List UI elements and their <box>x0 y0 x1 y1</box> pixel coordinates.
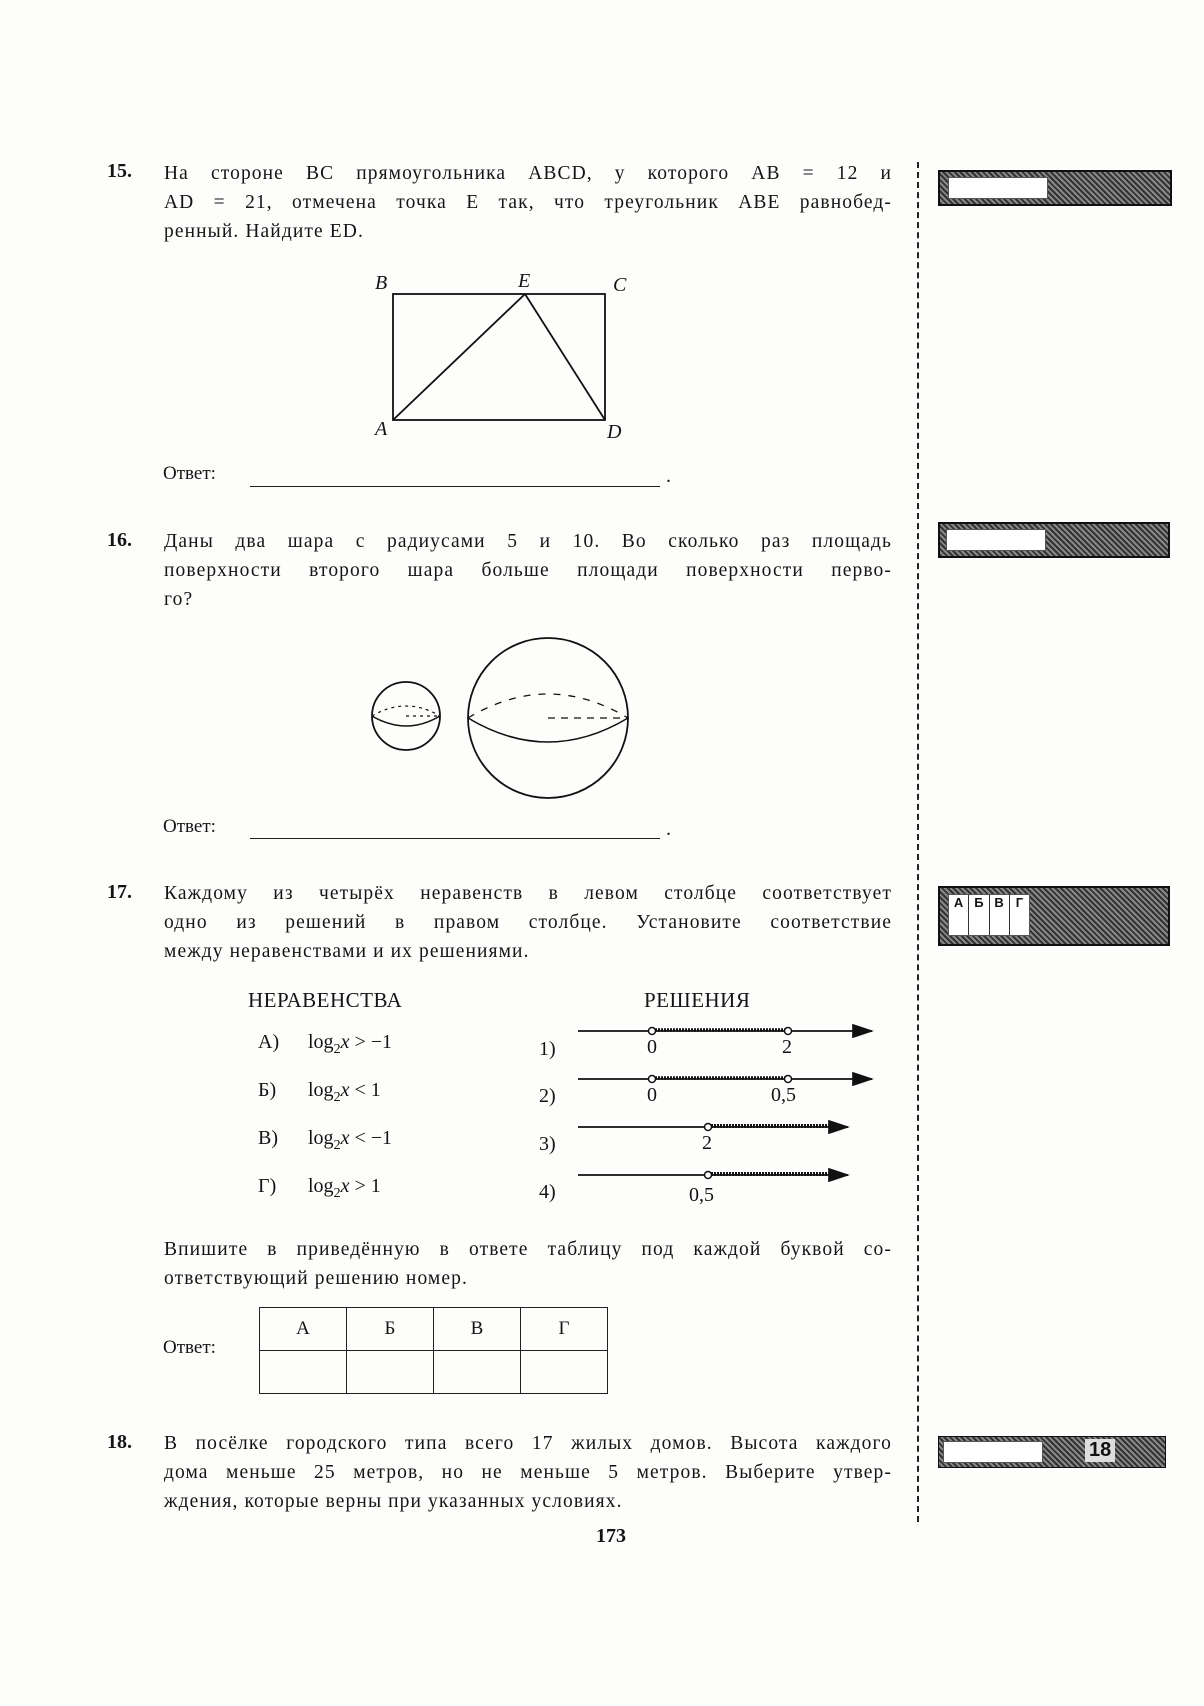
table-header-v: В <box>434 1308 521 1351</box>
q17-line-2: одно из решений в правом столбце. Установите соответствие <box>164 912 892 933</box>
q16-line-3: го? <box>164 589 194 610</box>
question-16-number: 16. <box>107 529 132 551</box>
solution-number-4: 4) <box>539 1181 556 1203</box>
point-label-d: D <box>607 421 622 443</box>
var: x <box>340 1175 350 1197</box>
var: x <box>340 1127 350 1149</box>
relation: > −1 <box>349 1031 393 1053</box>
tick-label: 0 <box>647 1036 657 1058</box>
margin-letter-a: А <box>949 895 969 935</box>
solution-number-2: 2) <box>539 1085 556 1107</box>
page-number: 173 <box>596 1525 626 1547</box>
answer-label-15: Ответ: <box>163 463 216 484</box>
tick-label: 2 <box>702 1132 712 1154</box>
open-point <box>785 1076 792 1083</box>
point-label-a: A <box>375 418 388 440</box>
small-sphere <box>372 682 440 750</box>
open-point <box>705 1124 712 1131</box>
answer-box-16 <box>938 522 1170 558</box>
margin-letter-v: В <box>990 895 1010 935</box>
inequality-g <box>258 1175 381 1202</box>
log-base: 2 <box>333 1186 341 1201</box>
margin-letter-b: Б <box>969 895 989 935</box>
answer-box-17 <box>938 886 1170 946</box>
number-lines <box>570 1015 880 1195</box>
question-17-instructions <box>164 1235 892 1293</box>
tick-label: 2 <box>782 1036 792 1058</box>
log-text: log <box>308 1127 334 1149</box>
q17-instr-2: ответствующий решению номер. <box>164 1268 468 1289</box>
large-sphere <box>468 638 628 798</box>
inequality-b <box>258 1079 381 1106</box>
inequality-letter: Г) <box>258 1175 277 1197</box>
q17-line-1: Каждому из четырёх неравенств в левом столбце соответствует <box>164 883 892 904</box>
point-label-b: B <box>375 272 388 294</box>
answer-label-17: Ответ: <box>163 1337 216 1358</box>
point-label-e: E <box>518 270 531 292</box>
table-header-b: Б <box>347 1308 434 1351</box>
answer-cell-g[interactable] <box>521 1351 608 1394</box>
answer-cell-b[interactable] <box>347 1351 434 1394</box>
q15-line-1: На стороне BC прямоугольника ABCD, у которого AB = 12 и <box>164 163 892 184</box>
relation: < 1 <box>349 1079 381 1101</box>
number-line-2 <box>578 1076 872 1083</box>
q18-line-1: В посёлке городского типа всего 17 жилых домов. Высота каждого <box>164 1433 892 1454</box>
log-text: log <box>308 1079 334 1101</box>
log-text: log <box>308 1175 334 1197</box>
question-17-number: 17. <box>107 881 132 903</box>
relation: > 1 <box>349 1175 381 1197</box>
table-header-a: А <box>260 1308 347 1351</box>
inequality-a <box>258 1031 392 1058</box>
question-15-text <box>164 159 892 246</box>
margin-cut-line <box>917 162 919 1522</box>
inequality-letter: А) <box>258 1031 280 1053</box>
number-line-4 <box>578 1172 848 1179</box>
answer-dot-16: . <box>666 818 671 840</box>
q16-line-1: Даны два шара с радиусами 5 и 10. Во сколько раз площадь <box>164 531 892 552</box>
solution-number-3: 3) <box>539 1133 556 1155</box>
q17-line-3: между неравенствами и их решениями. <box>164 941 530 962</box>
q17-instr-1: Впишите в приведённую в ответе таблицу под каждой буквой со- <box>164 1239 892 1260</box>
segment-ae <box>393 294 525 420</box>
margin-letter-g: Г <box>1015 895 1024 910</box>
number-line-1 <box>578 1028 872 1035</box>
segment-ed <box>525 294 605 420</box>
question-16-text <box>164 527 892 614</box>
tick-label: 0,5 <box>771 1084 796 1106</box>
inequality-letter: Б) <box>258 1079 277 1101</box>
log-base: 2 <box>333 1042 341 1057</box>
var: x <box>340 1031 350 1053</box>
q15-line-3: ренный. Найдите ED. <box>164 221 364 242</box>
q16-line-2: поверхности второго шара больше площади поверхности перво- <box>164 560 892 581</box>
answer-line-16[interactable] <box>250 838 660 839</box>
answer-cell-a[interactable] <box>260 1351 347 1394</box>
answer-table-17 <box>259 1307 608 1394</box>
relation: < −1 <box>349 1127 393 1149</box>
open-point <box>785 1028 792 1035</box>
question-15-number: 15. <box>107 160 132 182</box>
open-point <box>649 1028 656 1035</box>
tick-label: 0 <box>647 1084 657 1106</box>
log-text: log <box>308 1031 334 1053</box>
log-base: 2 <box>333 1090 341 1105</box>
answer-dot-15: . <box>666 465 671 487</box>
inequality-letter: В) <box>258 1127 278 1149</box>
var: x <box>340 1079 350 1101</box>
spheres-figure <box>360 630 640 810</box>
answer-box-18 <box>938 1436 1166 1468</box>
log-base: 2 <box>333 1138 341 1153</box>
answer-line-15[interactable] <box>250 486 660 487</box>
open-point <box>649 1076 656 1083</box>
inequalities-title: НЕРАВЕНСТВА <box>248 988 403 1012</box>
question-18-number: 18. <box>107 1431 132 1453</box>
table-answer-row <box>260 1351 608 1394</box>
rectangle-figure <box>360 270 640 450</box>
q15-line-2: AD = 21, отмечена точка E так, что треугольник ABE равнобед- <box>164 192 892 213</box>
inequality-v <box>258 1127 392 1154</box>
q18-line-2: дома меньше 25 метров, но не меньше 5 метров. Выберите утвер- <box>164 1462 892 1483</box>
answer-cell-v[interactable] <box>434 1351 521 1394</box>
table-header-row <box>260 1308 608 1351</box>
margin-number-18: 18 <box>1085 1439 1115 1462</box>
solutions-title: РЕШЕНИЯ <box>644 988 751 1012</box>
open-point <box>705 1172 712 1179</box>
number-line-3 <box>578 1124 848 1131</box>
rectangle-abcd <box>393 294 605 420</box>
answer-box-15 <box>938 170 1172 206</box>
table-header-g: Г <box>521 1308 608 1351</box>
answer-label-16: Ответ: <box>163 816 216 837</box>
tick-label: 0,5 <box>689 1184 714 1206</box>
solution-number-1: 1) <box>539 1038 556 1060</box>
question-18-text <box>164 1429 892 1516</box>
question-17-text <box>164 879 892 966</box>
point-label-c: C <box>613 274 627 296</box>
q18-line-3: ждения, которые верны при указанных условиях. <box>164 1491 623 1512</box>
